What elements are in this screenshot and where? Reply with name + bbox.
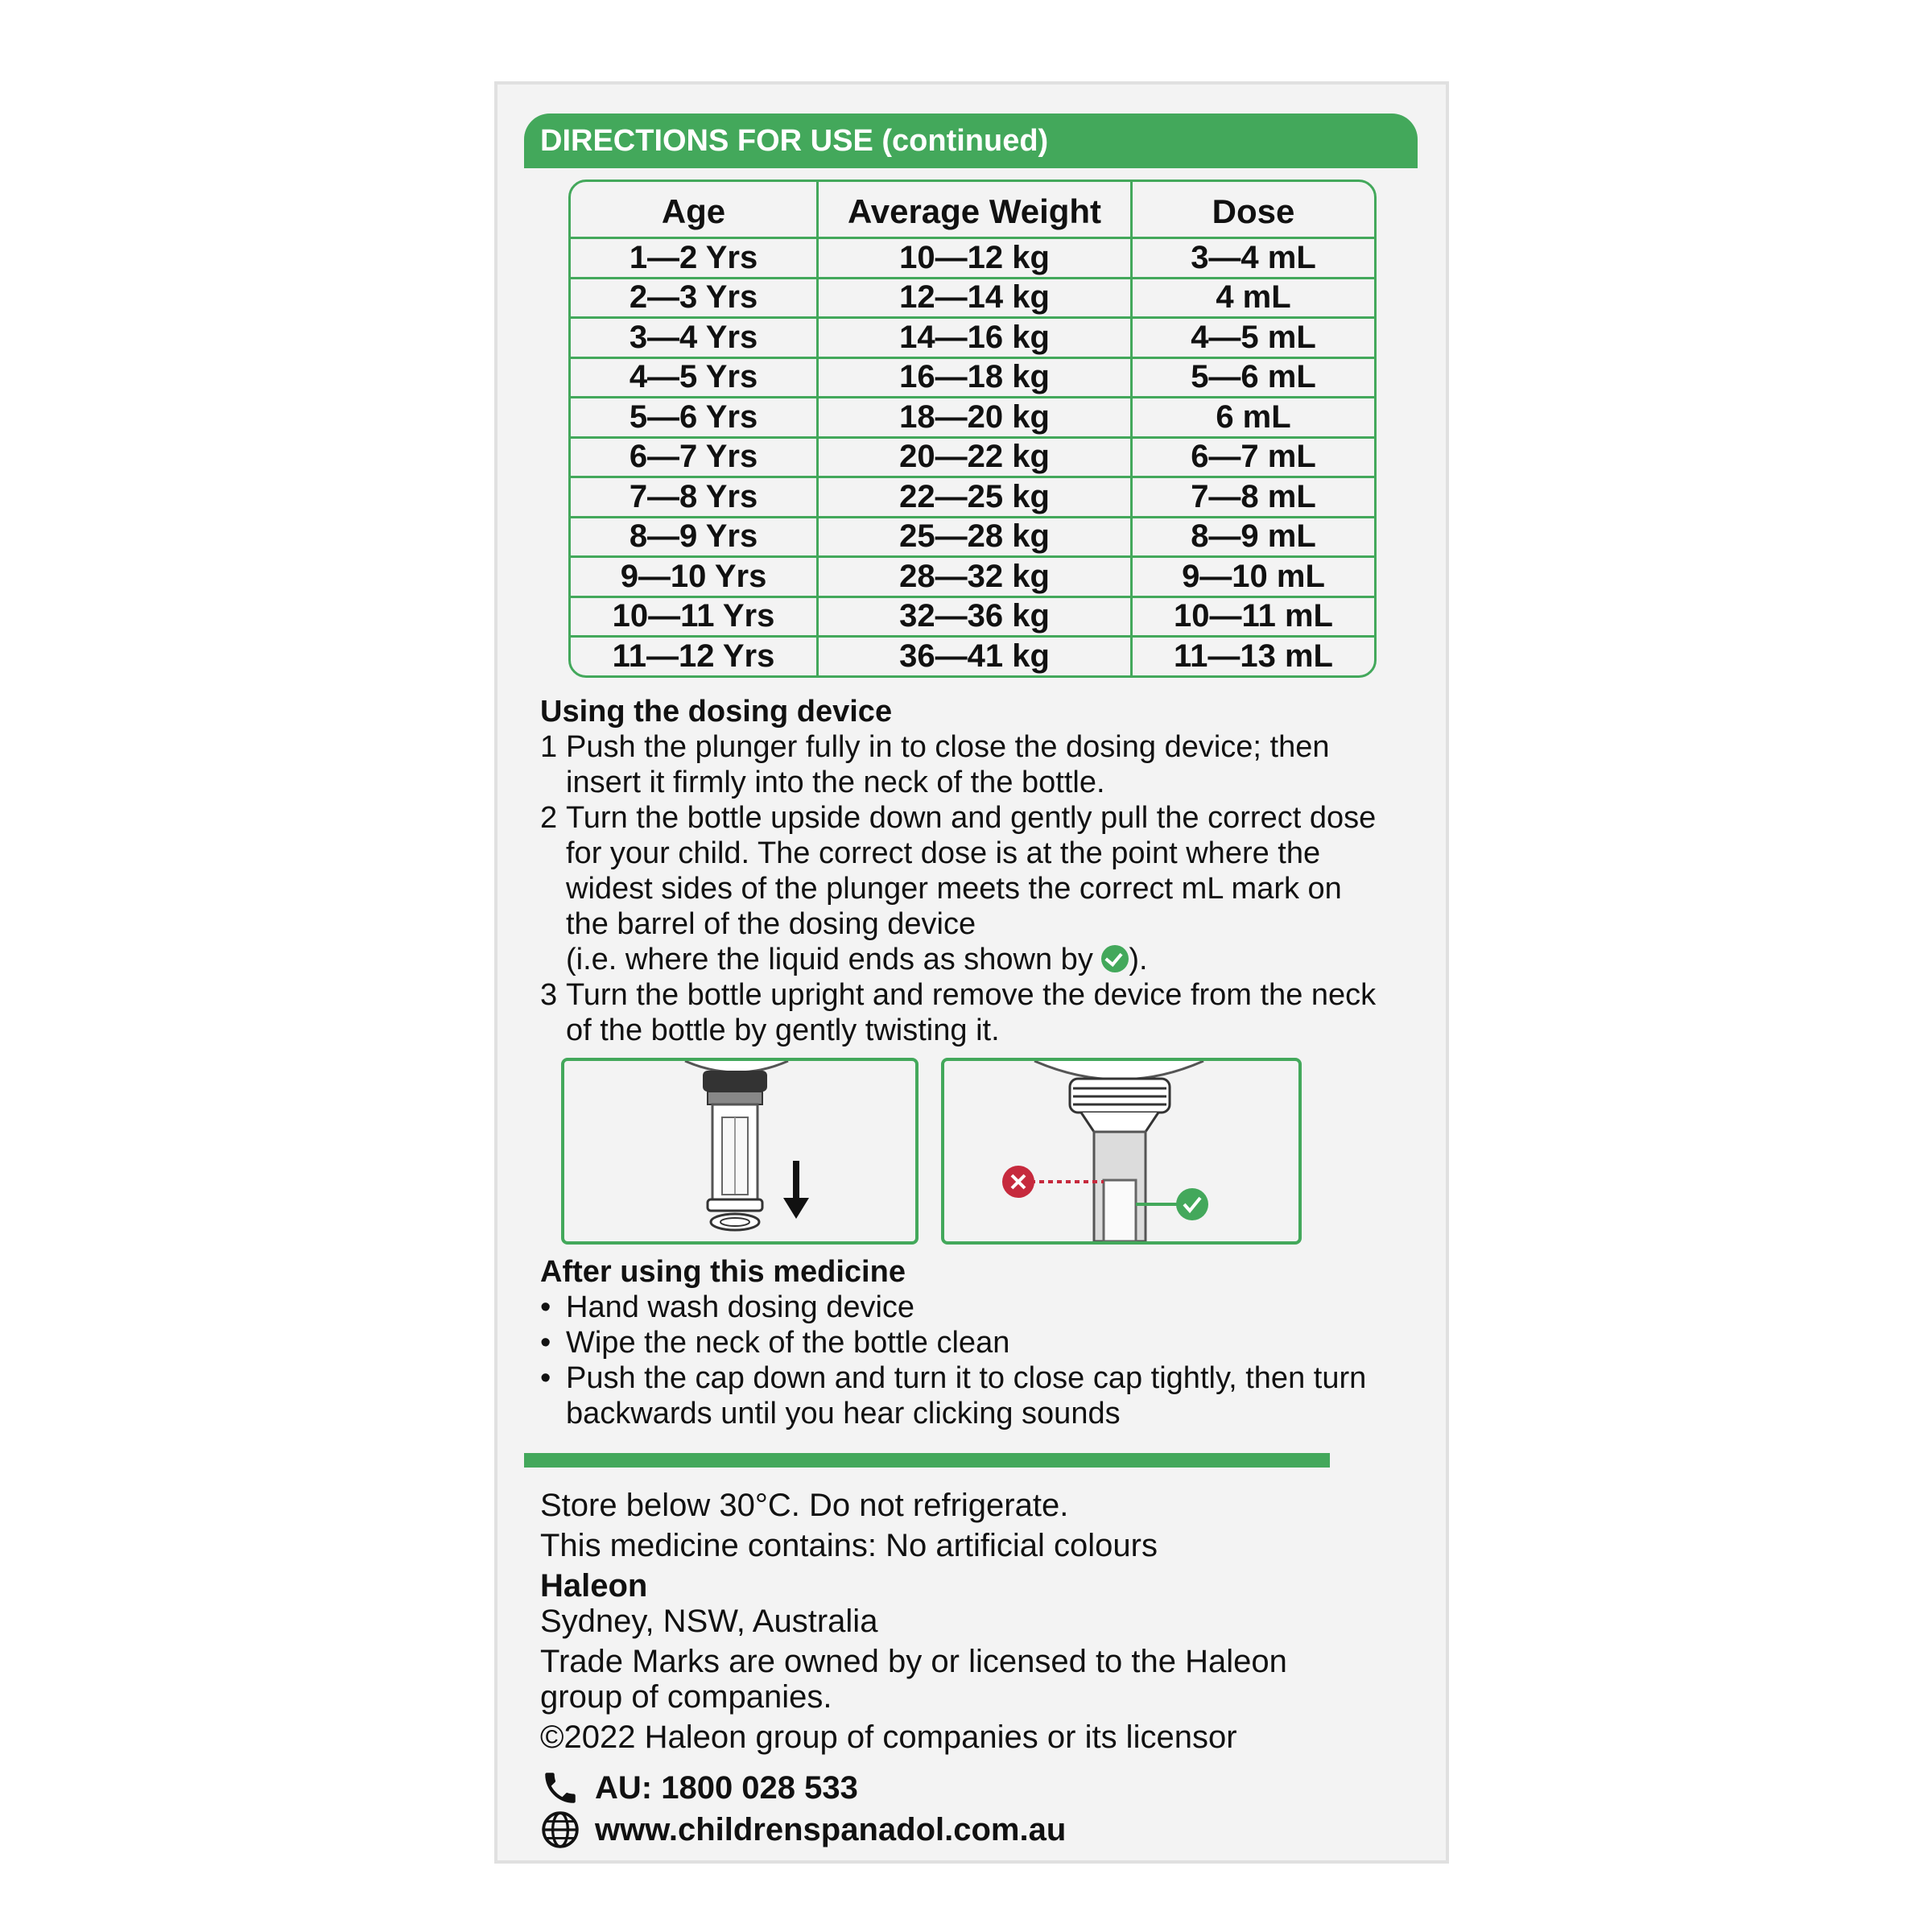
cell-age: 3—4 Yrs	[571, 319, 819, 357]
list-item-line: Wipe the neck of the bottle clean	[566, 1326, 1010, 1360]
list-item	[540, 1290, 1426, 1325]
dosage-table	[568, 180, 1377, 678]
cell-age: 10—11 Yrs	[571, 598, 819, 636]
ingredients-line: This medicine contains: No artificial colours	[540, 1528, 1158, 1563]
step-line-text: (i.e. where the liquid ends as shown by	[566, 943, 1102, 976]
step-line: the barrel of the dosing device	[566, 907, 976, 941]
cell-dose: 10—11 mL	[1174, 598, 1333, 634]
cell-age: 8—9 Yrs	[571, 518, 819, 556]
syringe-dose-illustration	[944, 1061, 1298, 1241]
after-use-section	[540, 1254, 1426, 1431]
cell-weight: 18—20 kg	[819, 398, 1133, 436]
phone-number: AU: 1800 028 533	[595, 1769, 858, 1806]
green-check-icon	[1101, 945, 1129, 972]
cell-age: 1—2 Yrs	[571, 239, 819, 277]
list-item	[540, 1360, 1426, 1431]
cell-weight: 10—12 kg	[819, 239, 1133, 277]
dosing-heading: Using the dosing device	[540, 695, 893, 729]
company-name: Haleon	[540, 1568, 648, 1604]
cell-dose: 6 mL	[1216, 398, 1291, 435]
section-divider	[524, 1453, 1330, 1468]
cell-age: 2—3 Yrs	[571, 279, 819, 317]
company-info	[540, 1568, 1287, 1755]
list-item-line: Hand wash dosing device	[566, 1290, 915, 1324]
table-row	[571, 596, 1374, 636]
table-row	[571, 277, 1374, 317]
website-link[interactable]: www.childrenspanadol.com.au	[595, 1811, 1067, 1847]
step-text	[566, 729, 1426, 800]
illustration-push-plunger	[561, 1058, 919, 1245]
cell-age: 6—7 Yrs	[571, 439, 819, 477]
list-item-line: Push the cap down and turn it to close cap tightly, then turn	[566, 1361, 1367, 1395]
bullet-icon: •	[540, 1326, 551, 1360]
table-row	[571, 436, 1374, 477]
table-row	[571, 635, 1374, 675]
cell-weight: 32—36 kg	[819, 598, 1133, 636]
trademark-line-1: Trade Marks are owned by or licensed to the Haleon	[540, 1644, 1287, 1679]
list-item-line: backwards until you hear clicking sounds	[566, 1397, 1121, 1430]
table-row	[571, 516, 1374, 556]
step-line: insert it firmly into the neck of the bottle.	[566, 766, 1105, 799]
table-header-row	[571, 182, 1374, 237]
cell-weight: 20—22 kg	[819, 439, 1133, 477]
bullet-icon: •	[540, 1361, 551, 1395]
after-use-heading: After using this medicine	[540, 1255, 906, 1289]
cell-dose: 11—13 mL	[1174, 638, 1333, 674]
step-line-text: ).	[1129, 943, 1148, 976]
cell-weight: 14—16 kg	[819, 319, 1133, 357]
storage-info	[540, 1485, 1158, 1566]
step-number: 1	[540, 730, 558, 764]
table-row	[571, 357, 1374, 397]
step-line: for your child. The correct dose is at the point where the	[566, 836, 1321, 870]
step-text	[566, 800, 1426, 977]
list-item	[540, 1325, 1426, 1360]
step-number: 3	[540, 978, 558, 1012]
step-line: Turn the bottle upright and remove the device from the neck	[566, 978, 1377, 1012]
cell-age: 5—6 Yrs	[571, 398, 819, 436]
cell-dose: 4—5 mL	[1191, 319, 1316, 355]
list-item-text	[566, 1360, 1426, 1431]
cell-dose: 8—9 mL	[1191, 518, 1316, 555]
step-number: 2	[540, 801, 558, 835]
column-header-age: Age	[571, 182, 819, 237]
list-item-text	[566, 1325, 1426, 1360]
table-row	[571, 237, 1374, 277]
cell-dose: 4 mL	[1216, 279, 1291, 316]
cell-age: 9—10 Yrs	[571, 558, 819, 596]
cell-dose: 7—8 mL	[1191, 478, 1316, 514]
company-address: Sydney, NSW, Australia	[540, 1604, 878, 1639]
cell-weight: 22—25 kg	[819, 478, 1133, 516]
syringe-push-illustration	[564, 1061, 915, 1241]
section-header: DIRECTIONS FOR USE (continued)	[524, 114, 1418, 168]
dosing-step	[540, 800, 1426, 977]
cell-dose: 9—10 mL	[1182, 558, 1325, 594]
globe-icon	[540, 1810, 580, 1850]
bullet-icon: •	[540, 1290, 551, 1324]
cell-age: 11—12 Yrs	[571, 638, 819, 675]
table-row	[571, 396, 1374, 436]
step-text	[566, 977, 1426, 1048]
cell-weight: 28—32 kg	[819, 558, 1133, 596]
cell-age: 7—8 Yrs	[571, 478, 819, 516]
step-line	[566, 942, 1426, 977]
cell-dose: 3—4 mL	[1191, 239, 1316, 275]
copyright-line: ©2022 Haleon group of companies or its licensor	[540, 1719, 1237, 1755]
phone-contact[interactable]	[540, 1768, 858, 1808]
column-header-weight: Average Weight	[819, 182, 1133, 237]
cell-weight: 12—14 kg	[819, 279, 1133, 317]
step-line: Push the plunger fully in to close the dosing device; then	[566, 730, 1330, 764]
dosing-step	[540, 977, 1426, 1048]
dosing-instructions	[540, 694, 1426, 1048]
cell-dose: 6—7 mL	[1191, 439, 1316, 475]
column-header-dose: Dose	[1212, 192, 1295, 230]
list-item-text	[566, 1290, 1426, 1325]
dosing-step	[540, 729, 1426, 800]
storage-line: Store below 30°C. Do not refrigerate.	[540, 1488, 1069, 1523]
cell-age: 4—5 Yrs	[571, 359, 819, 397]
website-contact[interactable]	[540, 1810, 1066, 1850]
cell-weight: 36—41 kg	[819, 638, 1133, 675]
trademark-line-2: group of companies.	[540, 1679, 832, 1715]
table-row	[571, 476, 1374, 516]
illustration-correct-dose	[941, 1058, 1302, 1245]
cell-weight: 16—18 kg	[819, 359, 1133, 397]
table-row	[571, 555, 1374, 596]
phone-icon	[540, 1768, 580, 1808]
step-line: Turn the bottle upside down and gently pull the correct dose	[566, 801, 1377, 835]
step-line: widest sides of the plunger meets the correct mL mark on	[566, 872, 1342, 906]
cell-weight: 25—28 kg	[819, 518, 1133, 556]
cell-dose: 5—6 mL	[1191, 359, 1316, 395]
step-line: of the bottle by gently twisting it.	[566, 1013, 1000, 1047]
table-row	[571, 316, 1374, 357]
